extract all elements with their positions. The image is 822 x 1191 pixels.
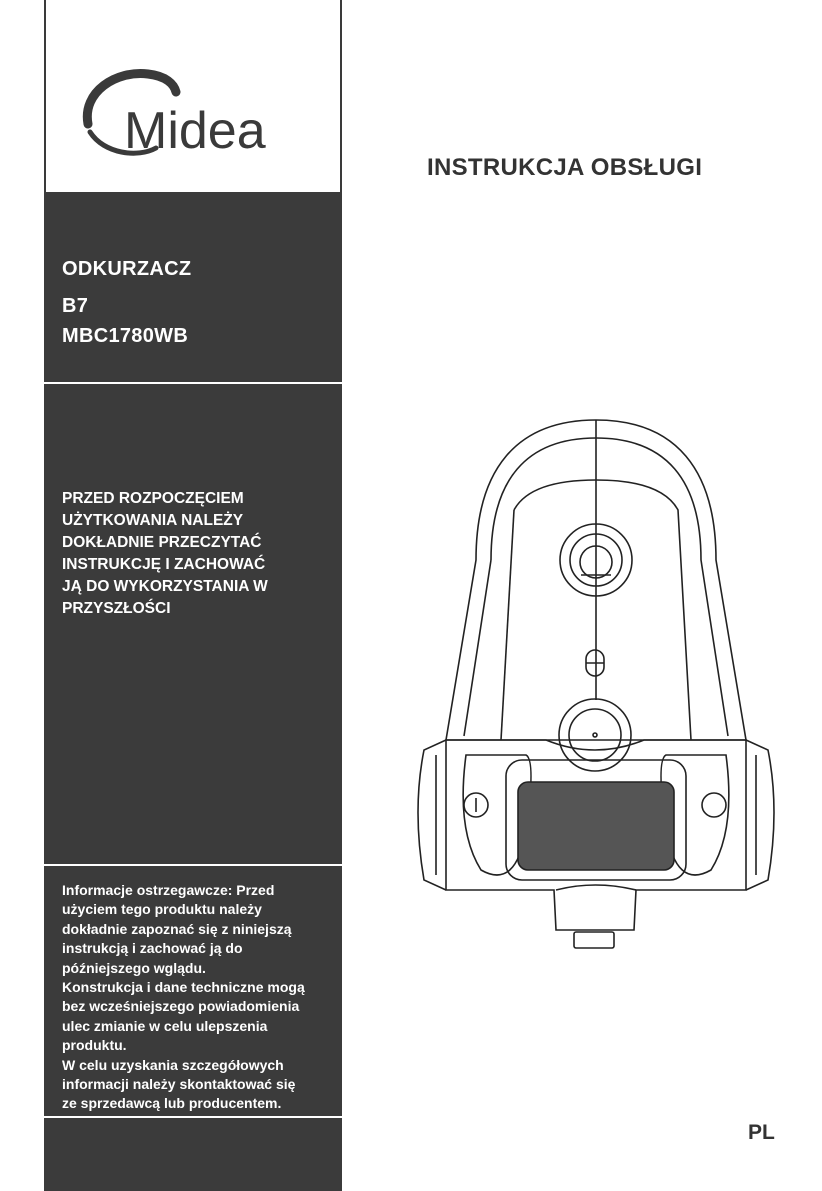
warning-line: JĄ DO WYKORZYSTANIA W (62, 578, 268, 595)
product-type: ODKURZACZ (62, 258, 192, 280)
warning-line: PRZYSZŁOŚCI (62, 600, 171, 617)
product-series: B7 (62, 295, 89, 317)
warning-line: DOKŁADNIE PRZECZYTAĆ (62, 534, 262, 551)
info-line: dokładnie zapoznać się z niniejszą (62, 920, 292, 937)
document-title: INSTRUKCJA OBSŁUGI (427, 154, 703, 181)
info-line: użyciem tego produktu należy (62, 901, 262, 918)
bottom-panel (44, 1118, 342, 1191)
warning-line: UŻYTKOWANIA NALEŻY (62, 512, 244, 529)
info-line: W celu uzyskania szczegółowych (62, 1056, 284, 1073)
info-line: Konstrukcja i dane techniczne mogą (62, 979, 305, 996)
product-model: MBC1780WB (62, 325, 189, 347)
logo-text: Midea (124, 102, 266, 160)
info-line: Informacje ostrzegawcze: Przed (62, 882, 275, 898)
model-panel (44, 192, 342, 382)
info-line: produktu. (62, 1037, 127, 1054)
warning-panel (44, 384, 342, 864)
info-text (62, 881, 342, 1114)
info-line: instrukcją i zachować ją do (62, 940, 243, 957)
warning-text (62, 488, 327, 620)
info-line: późniejszego wglądu. (62, 959, 206, 976)
info-line: bez wcześniejszego powiadomienia (62, 998, 300, 1015)
warning-line: PRZED ROZPOCZĘCIEM (62, 490, 244, 507)
vacuum-cleaner-illustration (406, 410, 786, 950)
left-column (44, 0, 342, 1191)
midea-logo (78, 62, 318, 162)
info-line: ulec zmianie w celu ulepszenia (62, 1017, 268, 1034)
info-panel (44, 866, 342, 1116)
info-line: informacji należy skontaktować się (62, 1076, 296, 1093)
info-line: ze sprzedawcą lub producentem. (62, 1095, 282, 1112)
logo-box (44, 0, 342, 192)
warning-line: INSTRUKCJĘ I ZACHOWAĆ (62, 556, 266, 573)
language-code: PL (748, 1121, 775, 1144)
